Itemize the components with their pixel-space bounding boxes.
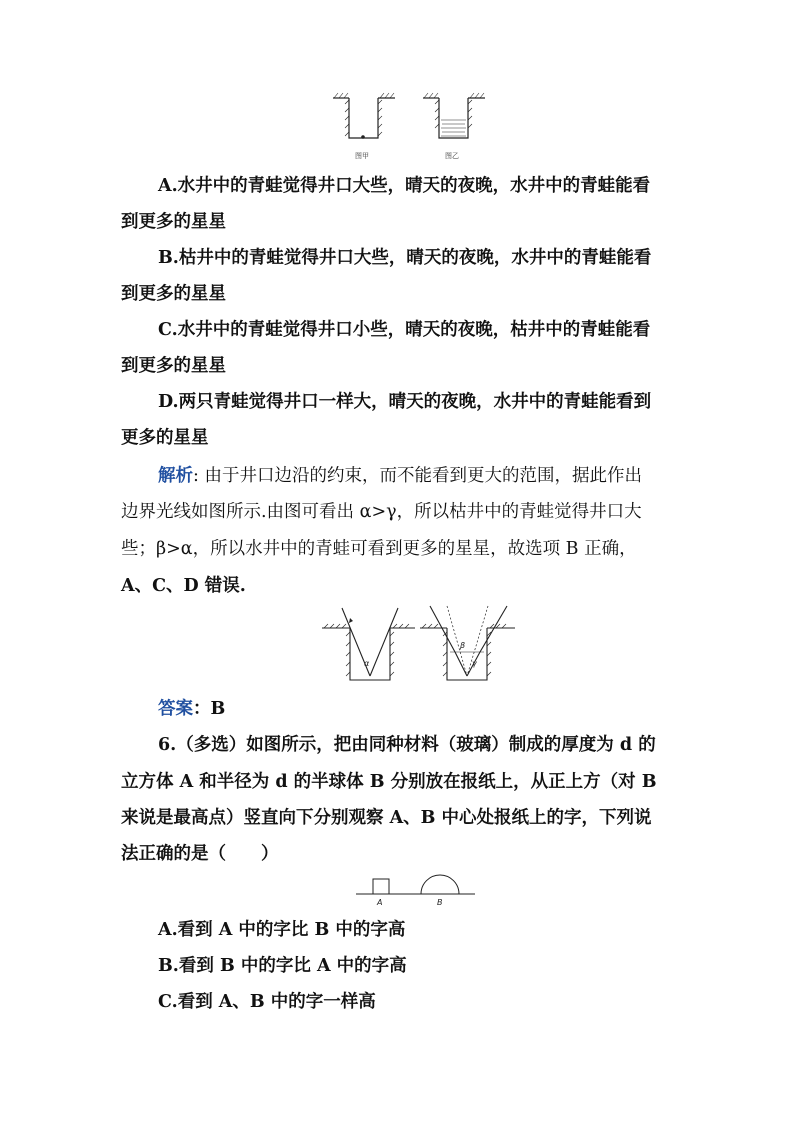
q6-option-b: B.看到 B 中的字比 A 中的字高 bbox=[158, 956, 407, 976]
analysis-label: 解析 bbox=[158, 466, 193, 486]
cube-a bbox=[373, 879, 389, 894]
light-ray-figure bbox=[320, 604, 520, 686]
q5-option-a-line1: A.水井中的青蛙觉得井口大些，晴天的夜晚，水井中的青蛙能看 bbox=[158, 176, 651, 196]
q5-option-b-line1: B.枯井中的青蛙觉得井口大些，晴天的夜晚，水井中的青蛙能看 bbox=[158, 248, 652, 268]
label-a: A bbox=[377, 898, 383, 907]
q5-option-b-line2: 到更多的星星 bbox=[121, 284, 226, 304]
water-well bbox=[423, 93, 485, 138]
q5-option-d-line1: D.两只青蛙觉得井口一样大，晴天的夜晚，水井中的青蛙能看到 bbox=[158, 392, 652, 412]
q5-option-d-line2: 更多的星星 bbox=[121, 428, 209, 448]
q6-stem-line4: 法正确的是（ ） bbox=[121, 844, 279, 864]
analysis-text-1: : 由于井口边沿的约束，而不能看到更大的范围，据此作出 bbox=[193, 466, 642, 486]
q6-stem-line3: 来说是最高点）竖直向下分别观察 A、B 中心处报纸上的字，下列说 bbox=[121, 808, 652, 828]
q6-option-c: C.看到 A、B 中的字一样高 bbox=[158, 992, 376, 1012]
q5-option-c-line1: C.水井中的青蛙觉得井口小些，晴天的夜晚，枯井中的青蛙能看 bbox=[158, 320, 651, 340]
label-figure-a: 图甲 bbox=[355, 152, 369, 160]
q5-option-a-line2: 到更多的星星 bbox=[121, 212, 226, 232]
dry-well bbox=[333, 93, 395, 138]
answer-line bbox=[158, 698, 794, 720]
q6-option-a: A.看到 A 中的字比 B 中的字高 bbox=[158, 920, 406, 940]
label-gamma: γ bbox=[472, 659, 477, 668]
q5-option-c-line2: 到更多的星星 bbox=[121, 356, 226, 376]
label-figure-b: 图乙 bbox=[445, 152, 459, 160]
q6-stem-line2: 立方体 A 和半径为 d 的半球体 B 分别放在报纸上，从正上方（对 B bbox=[121, 772, 657, 792]
hemisphere-b bbox=[421, 875, 459, 894]
label-alpha: α bbox=[364, 659, 370, 668]
answer-label: 答案 bbox=[158, 699, 193, 719]
analysis-line3: 些；β>α，所以水井中的青蛙可看到更多的星星，故选项 B 正确， bbox=[121, 539, 637, 559]
label-b: B bbox=[437, 898, 443, 907]
q6-stem-line1: 6.（多选）如图所示，把由同种材料（玻璃）制成的厚度为 d 的 bbox=[158, 735, 656, 755]
cube-hemisphere-figure bbox=[355, 873, 477, 907]
analysis-line2: 边界光线如图所示.由图可看出 α>γ，所以枯井中的青蛙觉得井口大 bbox=[121, 502, 642, 522]
analysis-line4: A、C、D 错误. bbox=[121, 576, 246, 596]
label-beta: β bbox=[460, 641, 466, 650]
wells-figure bbox=[325, 92, 495, 164]
analysis-line1 bbox=[158, 465, 794, 487]
answer-value: ：B bbox=[193, 699, 226, 719]
